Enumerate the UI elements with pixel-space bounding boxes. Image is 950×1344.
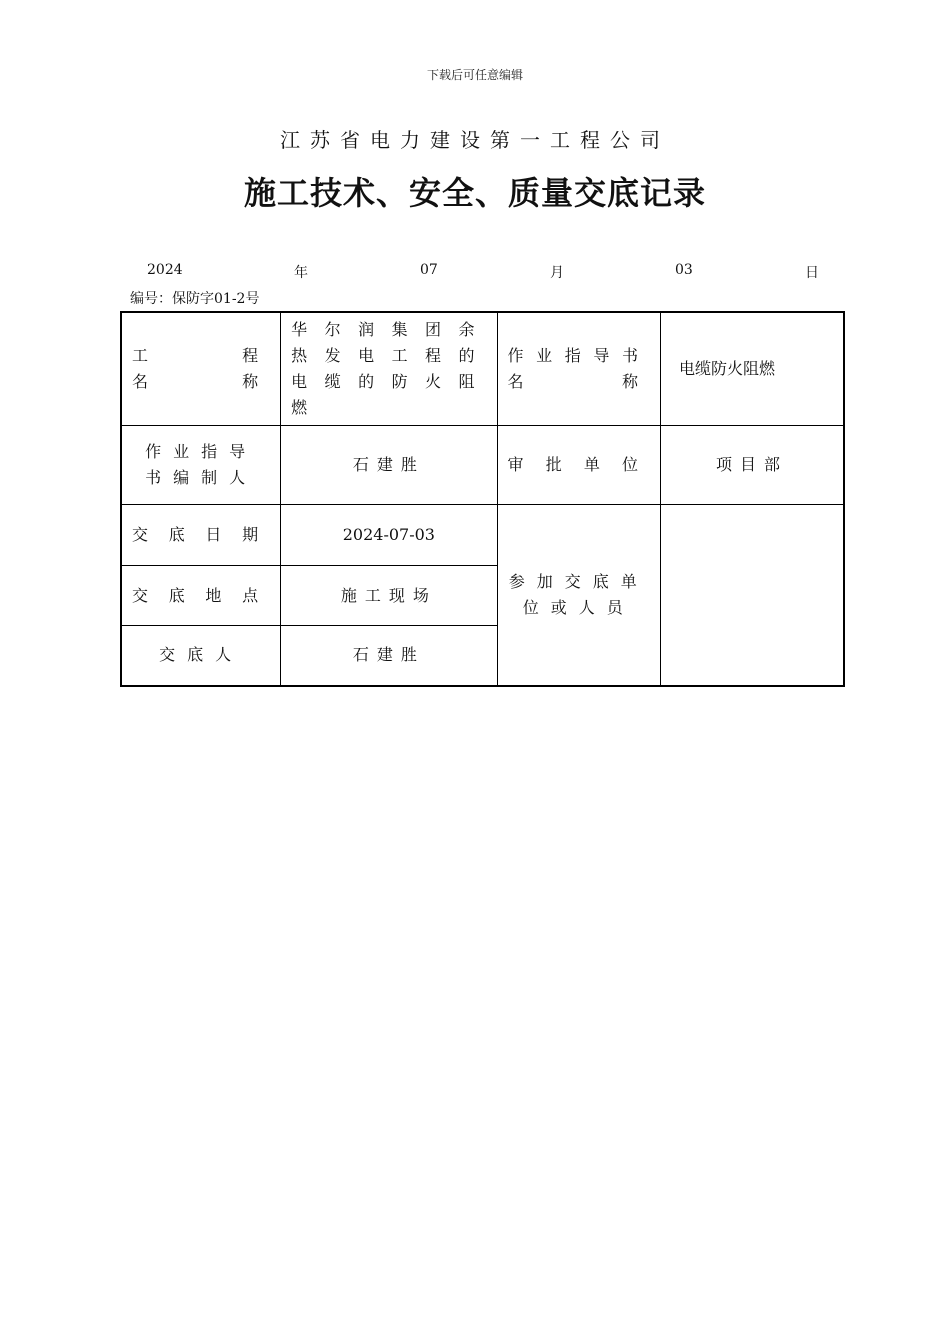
handover-person-value: 石建胜	[281, 626, 497, 686]
guide-name-value: 电缆防火阻燃	[661, 312, 844, 426]
company-name: 江苏省电力建设第一工程公司	[280, 128, 670, 152]
handover-place-value: 施工现场	[281, 566, 497, 626]
guide-author-value: 石建胜	[281, 426, 497, 505]
project-name-label: 工 程 名 称	[121, 312, 281, 426]
participants-label: 参加交底单位或人员	[497, 505, 661, 686]
record-table	[120, 311, 845, 687]
date-month-unit: 月	[550, 265, 564, 281]
participants-value	[661, 505, 844, 686]
guide-author-label: 作业指导书编制人	[121, 426, 281, 505]
table-row	[121, 312, 844, 426]
date-month: 07	[420, 262, 438, 278]
date-year: 2024	[147, 262, 183, 278]
handover-date-value: 2024-07-03	[281, 505, 497, 566]
handover-date-label: 交底日期	[121, 505, 281, 566]
header-note: 下载后可任意编辑	[426, 68, 523, 82]
table-row	[121, 426, 844, 505]
table-row	[121, 505, 844, 566]
date-day: 03	[675, 262, 693, 278]
date-row	[147, 262, 820, 282]
document-number: 编号：保防字01-2号	[130, 291, 260, 307]
date-year-unit: 年	[294, 265, 308, 281]
date-day-unit: 日	[805, 265, 819, 281]
handover-place-label: 交底地点	[121, 566, 281, 626]
project-name-value: 华尔润集团余热发电工程的电缆的防火阻燃	[281, 312, 497, 426]
approval-unit-value: 项目部	[661, 426, 844, 505]
handover-person-label: 交底人	[121, 626, 281, 686]
approval-unit-label: 审批单位	[497, 426, 661, 505]
guide-name-label: 作业指导书名称	[497, 312, 661, 426]
page-title: 施工技术、安全、质量交底记录	[243, 174, 706, 212]
